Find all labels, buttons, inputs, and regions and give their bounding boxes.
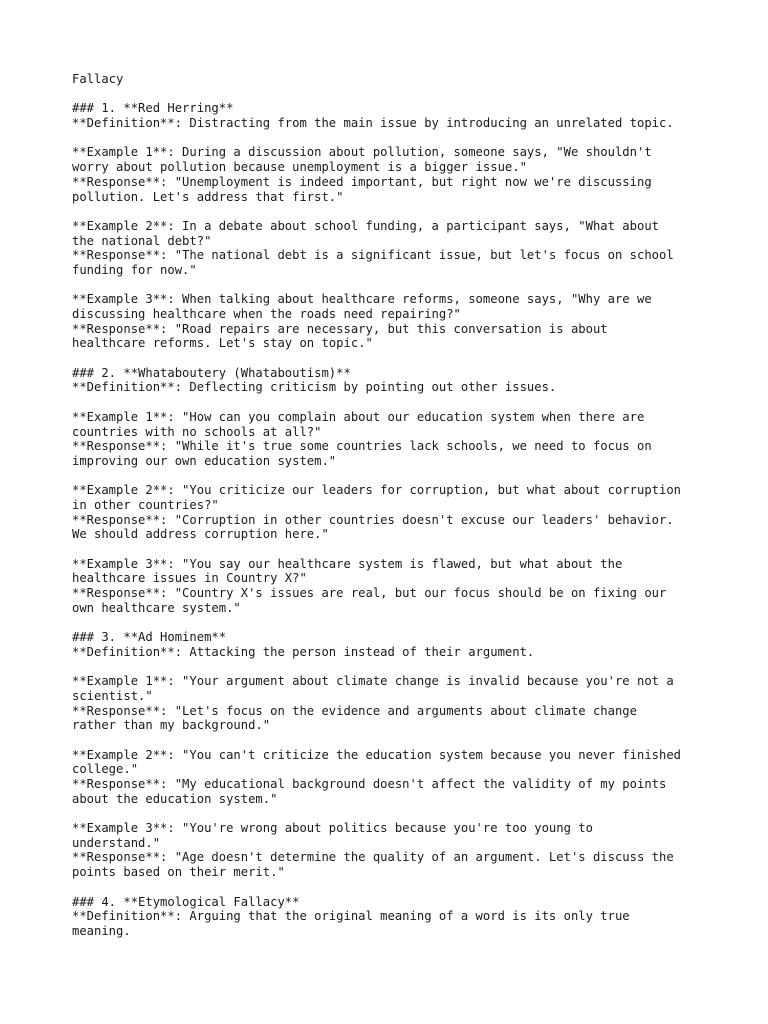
text-line: discussing healthcare when the roads need repairing?" — [72, 307, 461, 321]
example-line: **Example 2**: "You criticize our leaders for corruption, but what about corruption — [72, 483, 682, 498]
section-heading: ### 3. **Ad Hominem** — [72, 630, 227, 645]
text-line: healthcare reforms. Let's stay on topic." — [72, 336, 373, 351]
response-line: **Response**: "The national debt is a significant issue, but let's focus on school — [72, 248, 674, 263]
response-line: **Response**: "My educational background doesn't affect the validity of my points — [72, 777, 667, 791]
example-line: **Example 3**: When talking about healthcare reforms, someone says, "Why are we — [72, 292, 652, 307]
definition-line: **Definition**: Deflecting criticism by pointing out other issues. — [72, 380, 557, 395]
blank-line — [72, 204, 712, 219]
blank-line — [72, 660, 712, 675]
response-line: **Response**: "While it's true some countries lack schools, we need to focus on — [72, 439, 652, 454]
example-line: **Example 1**: "Your argument about climate change is invalid because you're not a — [72, 674, 674, 689]
text-line: scientist." — [72, 688, 153, 703]
response-line: **Response**: "Road repairs are necessary, but this conversation is about — [72, 321, 608, 336]
blank-line — [72, 351, 712, 366]
example-line: **Example 3**: "You say our healthcare system is flawed, but what about the — [72, 556, 623, 571]
example-line: **Example 2**: In a debate about school funding, a participant says, "What about — [72, 218, 659, 233]
document-body — [72, 72, 712, 939]
blank-line — [72, 615, 712, 630]
document-title: Fallacy — [72, 72, 124, 86]
text-line: about the education system." — [72, 791, 278, 806]
text-line: meaning. — [72, 923, 131, 938]
blank-line — [72, 469, 712, 484]
blank-line — [72, 395, 712, 410]
section-heading: ### 2. **Whataboutery (Whataboutism)** — [72, 365, 351, 380]
text-line: improving our own education system." — [72, 453, 337, 468]
text-line: countries with no schools at all?" — [72, 424, 322, 439]
example-line: **Example 3**: "You're wrong about politics because you're too young to — [72, 821, 593, 836]
definition-line: **Definition**: Distracting from the main issue by introducing an unrelated topic. — [72, 116, 674, 131]
response-line: **Response**: "Corruption in other countries doesn't excuse our leaders' behavior. — [72, 512, 674, 527]
text-line: rather than my background." — [72, 718, 271, 733]
blank-line — [72, 542, 712, 557]
blank-line — [72, 880, 712, 895]
text-line: worry about pollution because unemployment is a bigger issue." — [72, 160, 527, 175]
text-line: own healthcare system." — [72, 600, 241, 615]
blank-line — [72, 806, 712, 821]
example-line: **Example 1**: "How can you complain about our education system when there are — [72, 409, 645, 424]
text-line: understand." — [72, 835, 161, 850]
text-line: points based on their merit." — [72, 865, 285, 880]
text-line: in other countries?" — [72, 497, 219, 512]
example-line: **Example 1**: During a discussion about pollution, someone says, "We shouldn't — [72, 145, 652, 160]
blank-line — [72, 87, 712, 102]
definition-line: **Definition**: Attacking the person instead of their argument. — [72, 644, 535, 659]
text-line: healthcare issues in Country X?" — [72, 571, 307, 586]
text-line: pollution. Let's address that first." — [72, 189, 344, 204]
example-line: **Example 2**: "You can't criticize the education system because you never finished — [72, 747, 682, 762]
response-line: **Response**: "Let's focus on the evidence and arguments about climate change — [72, 703, 637, 718]
response-line: **Response**: "Unemployment is indeed important, but right now we're discussing — [72, 174, 652, 189]
blank-line — [72, 131, 712, 146]
blank-line — [72, 733, 712, 748]
section-heading: ### 1. **Red Herring** — [72, 101, 234, 116]
response-line: **Response**: "Country X's issues are real, but our focus should be on fixing our — [72, 586, 667, 601]
text-line: the national debt?" — [72, 233, 212, 248]
blank-line — [72, 278, 712, 293]
definition-line: **Definition**: Arguing that the original meaning of a word is its only true — [72, 909, 630, 924]
document-page — [72, 72, 712, 939]
response-line: **Response**: "Age doesn't determine the quality of an argument. Let's discuss the — [72, 850, 674, 865]
text-line: funding for now." — [72, 262, 197, 277]
text-line: We should address corruption here." — [72, 527, 329, 542]
text-line: college." — [72, 762, 139, 777]
section-heading: ### 4. **Etymological Fallacy** — [72, 894, 300, 909]
